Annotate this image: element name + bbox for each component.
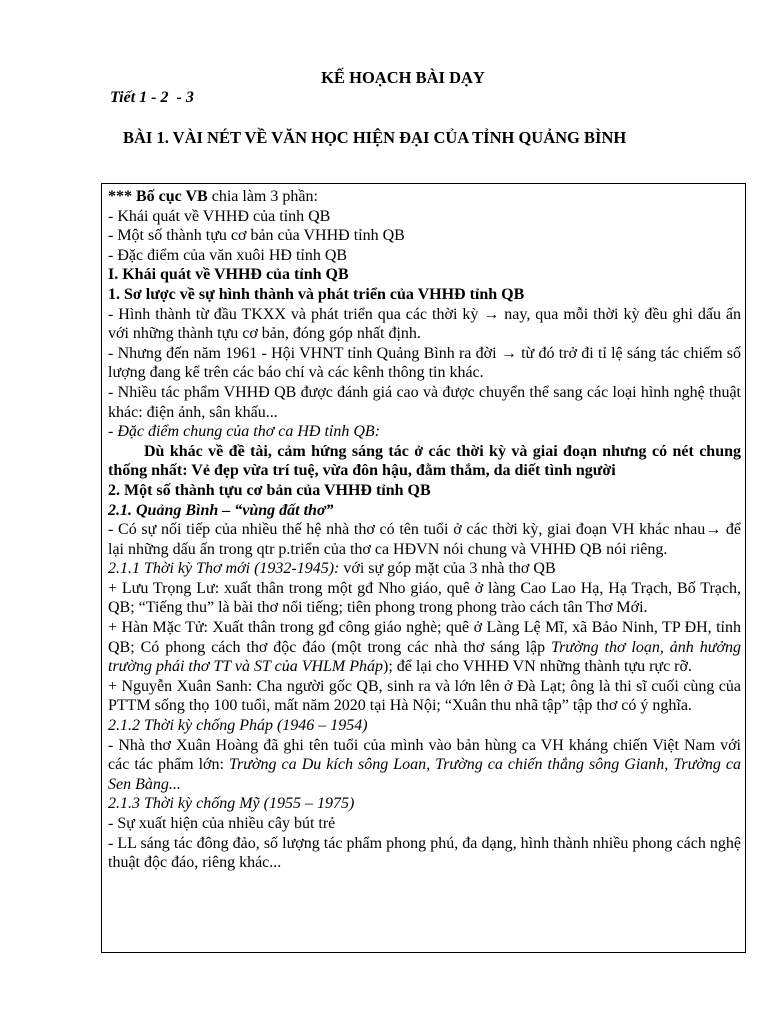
subsection-2-1-3-heading: 2.1.3 Thời kỳ chống Mỹ (1955 – 1975) — [108, 795, 355, 813]
text-run-italic: Trường ca Du kích sông Loan, Trường ca chiến thắng sông Gianh, Trường ca Sen Bàng... — [108, 756, 741, 793]
layout-intro — [108, 187, 741, 207]
text-run: + Hàn Mặc Tử: Xuất thân trong gđ công giáo nghè; quê ở Làng Lệ Mĩ, xã Bảo Ninh, TP ĐH, tỉnh QB; Có phong cách thơ độc đáo (một trong các nhà thơ sáng lập — [108, 619, 741, 656]
layout-item: - Khái quát về VHHĐ của tỉnh QB — [108, 207, 331, 225]
period-text: với sự góp mặt của 3 nhà thơ QB — [339, 560, 556, 578]
lesson-title: BÀI 1. VÀI NÉT VỀ VĂN HỌC HIỆN ĐẠI CỦA TỈNH QUẢNG BÌNH — [123, 128, 627, 147]
lesson-number: Tiết 1 - 2 - 3 — [110, 89, 194, 106]
content-box — [101, 183, 746, 953]
layout-intro-text: chia làm 3 phần: — [207, 188, 318, 205]
text-run: - Nhà thơ Xuân Hoàng đã ghi tên tuổi của mình vào bản hùng ca VH kháng chiến Việt Nam với các tác phẩm lớn: — [108, 736, 741, 774]
section-1-heading: I. Khái quát về VHHĐ của tỉnh QB — [108, 266, 349, 284]
layout-item: - Đặc điểm của văn xuôi HĐ tỉnh QB — [108, 246, 348, 264]
section-2-heading: 2. Một số thành tựu cơ bản của VHHĐ tỉnh QB — [108, 481, 431, 499]
subsection-2-1-2-heading: 2.1.2 Thời kỳ chống Pháp (1946 – 1954) — [108, 717, 368, 735]
paragraph: - Nhưng đến năm 1961 - Hội VHNT tỉnh Quảng Bình ra đời → từ đó trở đi tỉ lệ sáng tác chiếm số lượng đang kể trên các báo chí và các kênh thông tin khác. — [108, 344, 741, 382]
subsection-2-1-1-heading — [108, 559, 741, 579]
paragraph: - Sự xuất hiện của nhiều cây bút trẻ — [108, 815, 336, 832]
paragraph — [108, 736, 741, 795]
text-run: ); để lại cho VHHĐ VN những thành tựu rực rỡ. — [383, 658, 692, 676]
subsection-2-1-heading: 2.1. Quảng Bình – “vùng đất thơ” — [108, 501, 334, 519]
paragraph: - Có sự nối tiếp của nhiều thế hệ nhà thơ có tên tuổi ở các thời kỳ, giai đoạn VH khác nhau→ để lại những dấu ấn trong qtr p.triển của thơ ca HĐVN nói chung và VHHĐ QB nói riêng. — [108, 521, 741, 558]
period-label: 2.1.1 Thời kỳ Thơ mới (1932-1945): — [108, 560, 340, 578]
layout-item: - Một số thành tựu cơ bản của VHHĐ tỉnh QB — [108, 227, 405, 245]
paragraph: - Hình thành từ đầu TKXX và phát triển qua các thời kỳ → nay, qua mỗi thời kỳ đều ghi dấu ấn với những thành tựu cơ bản, đóng góp nhất định. — [108, 305, 741, 343]
section-1-subheading: 1. Sơ lược về sự hình thành và phát triển của VHHĐ tỉnh QB — [108, 285, 525, 303]
layout-intro-label: *** Bố cục VB — [108, 188, 208, 205]
paragraph: + Lưu Trọng Lư: xuất thân trong một gđ Nho giáo, quê ở làng Cao Lao Hạ, Hạ Trạch, Bố Trạch, QB; “Tiếng thu” là bài thơ nổi tiếng; tiên phong trong phong trào cách tân Thơ Mới. — [108, 579, 741, 617]
document-title: KẾ HOẠCH BÀI DẠY — [321, 68, 485, 87]
paragraph: - Nhiều tác phẩm VHHĐ QB được đánh giá cao và được chuyển thể sang các loại hình nghệ thuật khác: điện ảnh, sân khấu... — [108, 383, 741, 421]
text-run-italic: Trường thơ loạn, ảnh hưởng trường phái thơ TT và ST của VHLM Pháp — [108, 638, 742, 676]
bold-paragraph: Dù khác về đề tài, cảm hứng sáng tác ở các thời kỳ và giai đoạn nhưng có nét chung thống nhất: Vẻ đẹp vừa trí tuệ, vừa đôn hậu, đằm thắm, da diết tình người — [108, 442, 741, 480]
paragraph: - Đặc điểm chung của thơ ca HĐ tỉnh QB: — [108, 423, 381, 441]
paragraph: - LL sáng tác đông đảo, số lượng tác phẩm phong phú, đa dạng, hình thành nhiều phong cách nghệ thuật độc đáo, riêng khác... — [108, 834, 741, 872]
paragraph: + Nguyễn Xuân Sanh: Cha người gốc QB, sinh ra và lớn lên ở Đà Lạt; ông là thi sĩ cuối cùng của PTTM sống thọ 100 tuổi, mất năm 2020 tại Hà Nội; “Xuân thu nhã tập” tập thơ có ý nghĩa. — [108, 677, 741, 715]
paragraph — [108, 618, 741, 677]
